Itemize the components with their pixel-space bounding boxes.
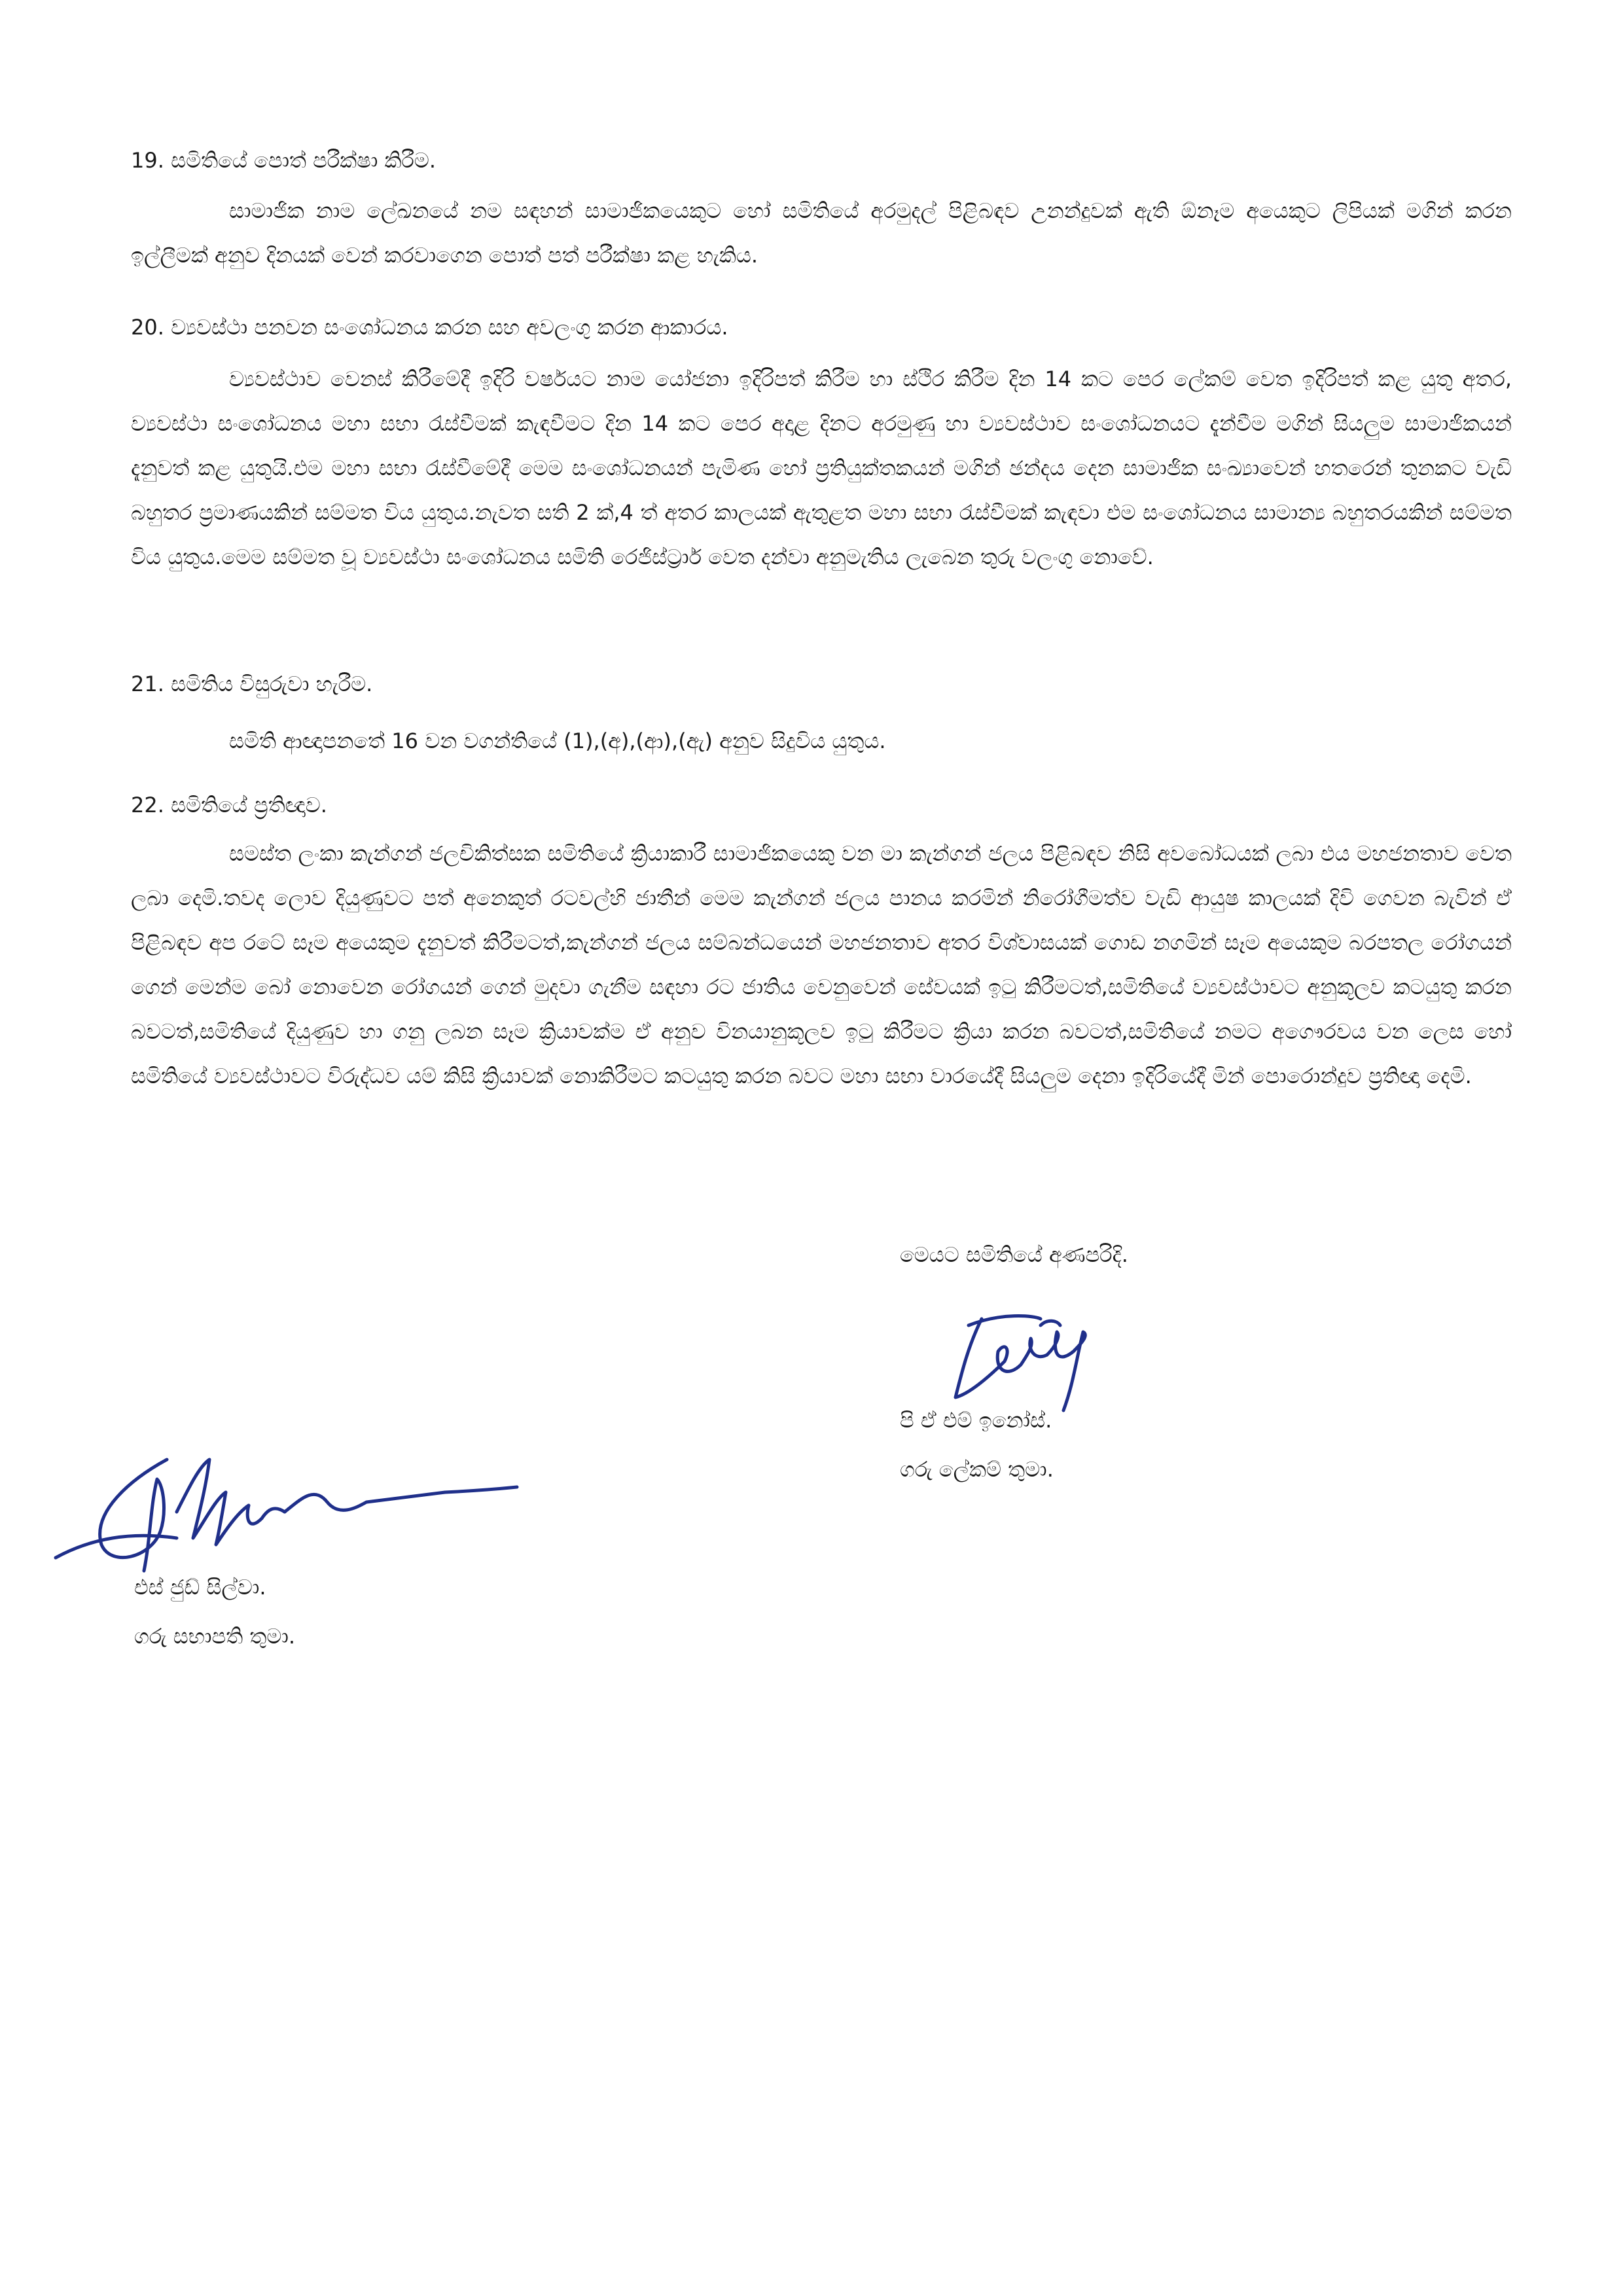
chairman-name: එස් ජුඩ් සිල්වා. — [134, 1575, 266, 1600]
secretary-title: ගරු ලේකම් තුමා. — [900, 1457, 1054, 1482]
section-22-body: සමස්ත ලංකා කැන්ගන් ජලචිකිත්සක සමිතියේ ක්‍රියාකාරී සාමාජිකයෙකු වන මා කැන්ගන් ජලය පිළිබඳව නිසි අවබෝධයක් ලබා එය මහජනතාව වෙත ලබා දෙමි.තවද ලොව දියුණුවට පත් අනෙකුත් රටවල්හි ජාතීන් මෙම කැන්ගන් ජලය පානය කරමින් නිරෝගීමත්ව වැඩි ආයුෂ කාලයක් දිවි ගෙවන බැවින් ඒ පිළිබඳව අප රටේ සෑම අයෙකුම දැනුවත් කිරීමටත්,කැන්ගන් ජලය සම්බන්ධයෙන් මහජනතාව අතර විශ්වාසයක් ගොඩ නගමින් සෑම අයෙකුම බරපතල රෝගයන් ගෙන් මෙන්ම බෝ නොවෙන රෝගයන් ගෙන් මුදවා ගැනීම සඳහා රට ජාතිය වෙනුවෙන් සේවයක් ඉටු කිරීමටත්,සමිතියේ ව්‍යවස්ථාවට අනුකූලව කටයුතු කරන බවටත්,සමිතියේ දියුණුව හා ගනු ලබන සෑම ක්‍රියාවක්ම ඒ අනුව විනයානුකූලව ඉටු කිරීමට ක්‍රියා කරන බවටත්,සමිතියේ නමට අගෞරවය වන ලෙස හෝ සමිතියේ ව්‍යවස්ථාවට විරුද්ධව යම් කිසි ක්‍රියාවක් නොකිරීමට කටයුතු කරන බවට මහා සභා වාරයේදී සියලුම දෙනා ඉදිරියේදී මින් පොරොන්දුව ප්‍රතිඥා දෙමි. — [131, 841, 1512, 1088]
chairman-title: ගරු සභාපති තුමා. — [134, 1624, 296, 1649]
attestation-line: මෙයට සමිතියේ අණපරිදි. — [900, 1242, 1128, 1267]
section-20-body: ව්‍යවස්ථාව වෙනස් කිරීමේදී ඉදිරි වර්ෂයට නාම යෝජනා ඉදිරිපත් කිරීම හා ස්ථිර කිරීම දින 14 කට පෙර ලේකම් වෙත ඉදිරිපත් කළ යුතු අතර, ව්‍යවස්ථා සංශෝධනය මහා සභා රැස්වීමක් කැඳවීමට දින 14 කට පෙර අදාළ දිනට අරමුණු හා ව්‍යවස්ථාව සංශෝධනයට දැන්වීම මගින් සියලුම සාමාජිකයන් දැනුවත් කළ යුතුයි.එම මහා සභා රැස්වීමේදී මෙම සංශෝධනයන් පැමිණ හෝ ප්‍රතියුක්තකයන් මගින් ඡන්දය දෙන සාමාජික සංඛ්‍යාවෙන් හතරෙන් තුනකට වැඩි බහුතර ප්‍රමාණයකින් සම්මත විය යුතුය.නැවත සති 2 ක්,4 ත් අතර කාලයක් ඇතුළත මහා සභා රැස්වීමක් කැඳවා එම සංශෝධනය සාමාන්‍ය බහුතරයකින් සම්මත විය යුතුය.මෙම සම්මත වූ ව්‍යවස්ථා සංශෝධනය සමිති රෙජිස්ට්‍රාර් වෙත දන්වා අනුමැතිය ලැබෙන තුරු වලංගු නොවේ. — [131, 367, 1512, 569]
chairman-signature — [52, 1440, 543, 1577]
section-21-heading: 21. සමිතිය විසුරුවා හැරීම. — [131, 672, 373, 696]
section-19-heading: 19. සමිතියේ පොත් පරීක්ෂා කිරීම. — [131, 148, 437, 173]
section-19-body: සාමාජික නාම ලේඛනයේ නම සඳහන් සාමාජිකයෙකුට හෝ සමිතියේ අරමුදල් පිළිබඳව උනන්දුවක් ඇති ඕනෑම අයෙකුට ලිපියක් මගින් කරන ඉල්ලීමක් අනුව දිනයක් වෙන් කරවාගෙන පොත් පත් පරීක්ෂා කළ හැකිය. — [131, 198, 1512, 268]
secretary-signature — [942, 1299, 1113, 1417]
section-20-heading: 20. ව්‍යවස්ථා පනවන සංශෝධනය කරන සහ අවලංගු කරන ආකාරය. — [131, 315, 728, 340]
section-21-body: සමිති ආඥාපනතේ 16 වන වගන්තියේ (1),(අ),(ආ),(ඇ) අනුව සිදුවිය යුතුය. — [229, 728, 886, 753]
section-22-heading: 22. සමිතියේ ප්‍රතිඥාව. — [131, 793, 327, 817]
secretary-name: පි ඒ එම් ඉනෝස්. — [900, 1408, 1052, 1433]
